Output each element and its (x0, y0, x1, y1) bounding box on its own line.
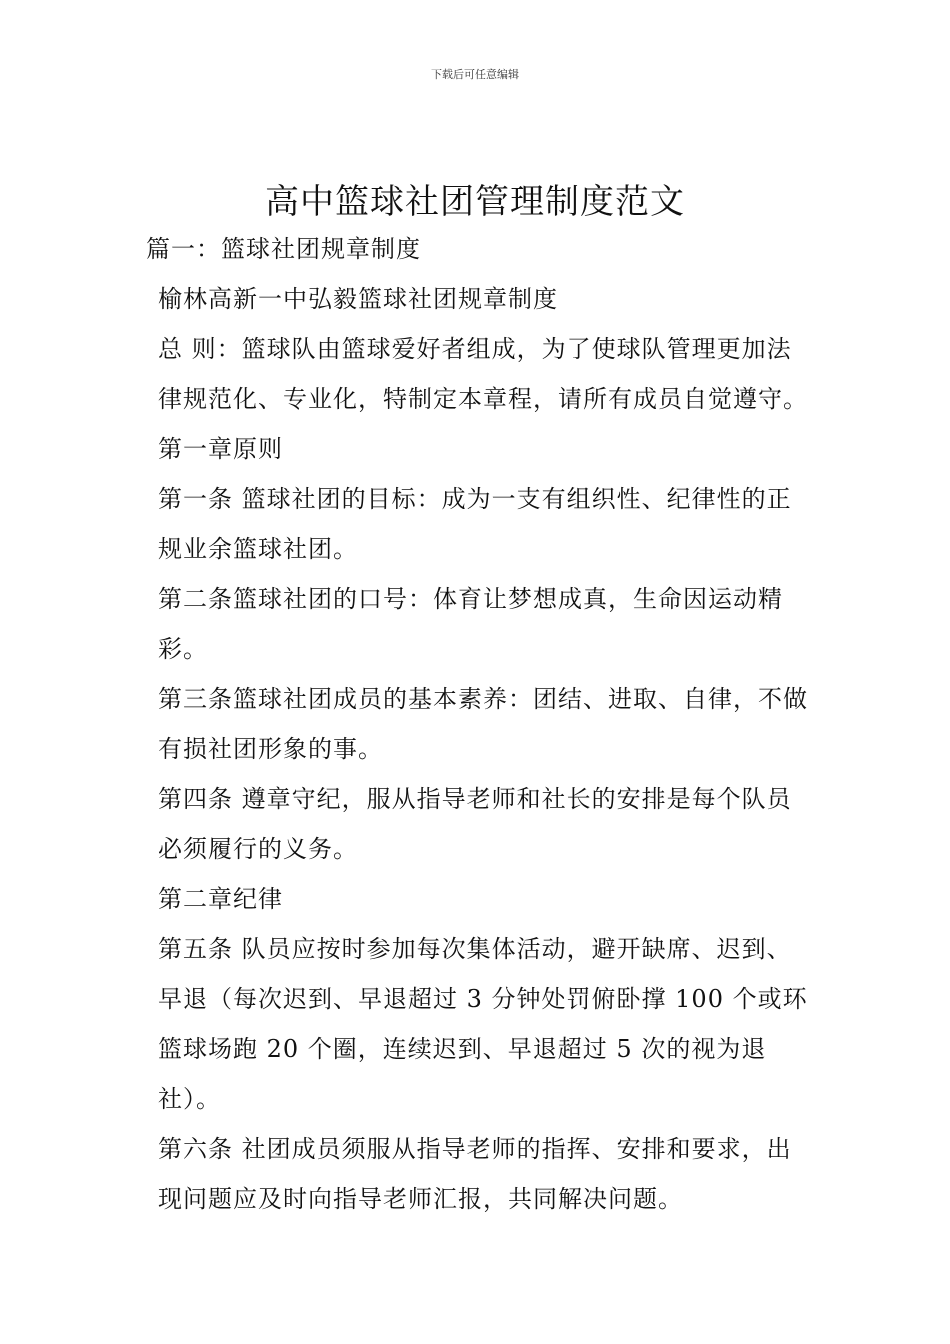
paragraph-chapter-two: 第二章纪律 (158, 885, 283, 913)
paragraph-regulation-title: 榆林高新一中弘毅篮球社团规章制度 (158, 285, 558, 313)
paragraph-article-two: 第二条篮球社团的口号：体育让梦想成真，生命因运动精彩。 (158, 585, 783, 663)
paragraph-article-one: 第一条 篮球社团的目标：成为一支有组织性、纪律性的正规业余篮球社团。 (158, 485, 792, 563)
paragraph-article-four: 第四条 遵章守纪，服从指导老师和社长的安排是每个队员必须履行的义务。 (158, 785, 792, 863)
document-body (146, 224, 816, 1224)
paragraph-article-five: 第五条 队员应按时参加每次集体活动，避开缺席、迟到、早退（每次迟到、早退超过 3 分钟处罚俯卧撑 100 个或环篮球场跑 20 个圈，连续迟到、早退超过 5 次的视为退社）。 (158, 935, 808, 1113)
paragraph-article-three: 第三条篮球社团成员的基本素养：团结、进取、自律，不做有损社团形象的事。 (158, 685, 808, 763)
document-title: 高中篮球社团管理制度范文 (265, 182, 685, 222)
paragraph-section-heading: 篇一：篮球社团规章制度 (146, 235, 421, 263)
paragraph-general-rules: 总 则：篮球队由篮球爱好者组成，为了使球队管理更加法律规范化、专业化，特制定本章程，请所有成员自觉遵守。 (158, 335, 808, 413)
header-note: 下载后可任意编辑 (431, 68, 519, 81)
paragraph-chapter-one: 第一章原则 (158, 435, 283, 463)
paragraph-article-six: 第六条 社团成员须服从指导老师的指挥、安排和要求，出现问题应及时向指导老师汇报，共同解决问题。 (158, 1135, 792, 1213)
